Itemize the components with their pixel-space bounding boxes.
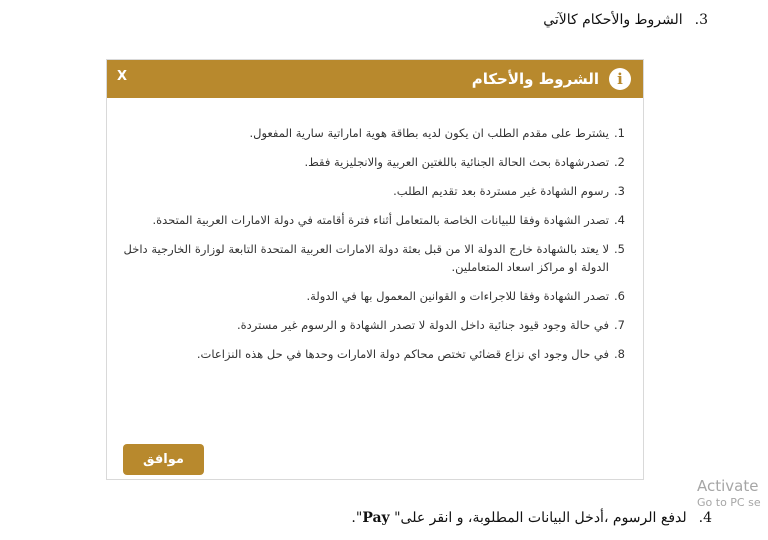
list-item (123, 316, 625, 334)
modal-header (107, 60, 643, 98)
list-item (123, 240, 625, 276)
list-item (123, 211, 625, 229)
step-3-heading (543, 12, 708, 28)
step-number: 4. (698, 510, 712, 526)
step-number: 3. (694, 12, 708, 28)
info-icon: i (609, 68, 631, 90)
close-icon[interactable]: X (117, 69, 128, 84)
step-text-end: ". (351, 510, 363, 526)
term-text: يشترط على مقدم الطلب ان يكون لديه بطاقة هوية اماراتية سارية المفعول. (249, 126, 610, 140)
step-text: لدفع الرسوم ،أدخل البيانات المطلوبة، و انقر على" (389, 510, 687, 526)
list-item (123, 124, 625, 142)
term-number: 6. (614, 289, 625, 303)
activate-watermark (697, 477, 761, 511)
list-item (123, 345, 625, 363)
term-number: 3. (614, 184, 625, 198)
step-4-instruction (351, 510, 712, 526)
term-number: 4. (614, 213, 625, 227)
terms-modal (106, 59, 644, 480)
modal-title: الشروط والأحكام (471, 70, 599, 88)
term-text: تصدر الشهادة وفقا للبيانات الخاصة بالمتعامل أثناء فترة أقامته في دولة الامارات العربية المتحدة. (152, 213, 610, 227)
agree-button[interactable]: موافق (123, 444, 204, 475)
term-number: 1. (614, 126, 625, 140)
term-text: في حالة وجود قيود جنائية داخل الدولة لا تصدر الشهادة و الرسوم غير مستردة. (236, 318, 610, 332)
term-text: تصدر الشهادة وفقا للاجراءات و القوانين المعمول بها في الدولة. (306, 289, 610, 303)
term-text: في حال وجود اي نزاع قضائي تختص محاكم دولة الامارات وحدها في حل هذه النزاعات. (196, 347, 610, 361)
watermark-line-1: Activate (697, 477, 759, 495)
pay-label: Pay (362, 510, 390, 526)
term-number: 5. (614, 242, 625, 256)
term-number: 2. (614, 155, 625, 169)
step-text: الشروط والأحكام كالآتي (543, 12, 683, 28)
terms-list (123, 124, 625, 374)
list-item (123, 287, 625, 305)
term-number: 8. (614, 347, 625, 361)
term-text: تصدرشهادة بحث الحالة الجنائية باللغتين العربية والانجليزية فقط. (304, 155, 610, 169)
term-text: رسوم الشهادة غير مستردة بعد تقديم الطلب. (393, 184, 610, 198)
list-item (123, 153, 625, 171)
modal-title-group (472, 67, 631, 91)
list-item (123, 182, 625, 200)
watermark-line-2: Go to PC se (697, 496, 761, 509)
term-number: 7. (614, 318, 625, 332)
term-text: لا يعتد بالشهادة خارج الدولة الا من قبل بعثة دولة الامارات العربية المتحدة التابعة لوزارة الخارجية داخل الدولة او مراكز اسعاد المتعاملين. (123, 242, 610, 274)
